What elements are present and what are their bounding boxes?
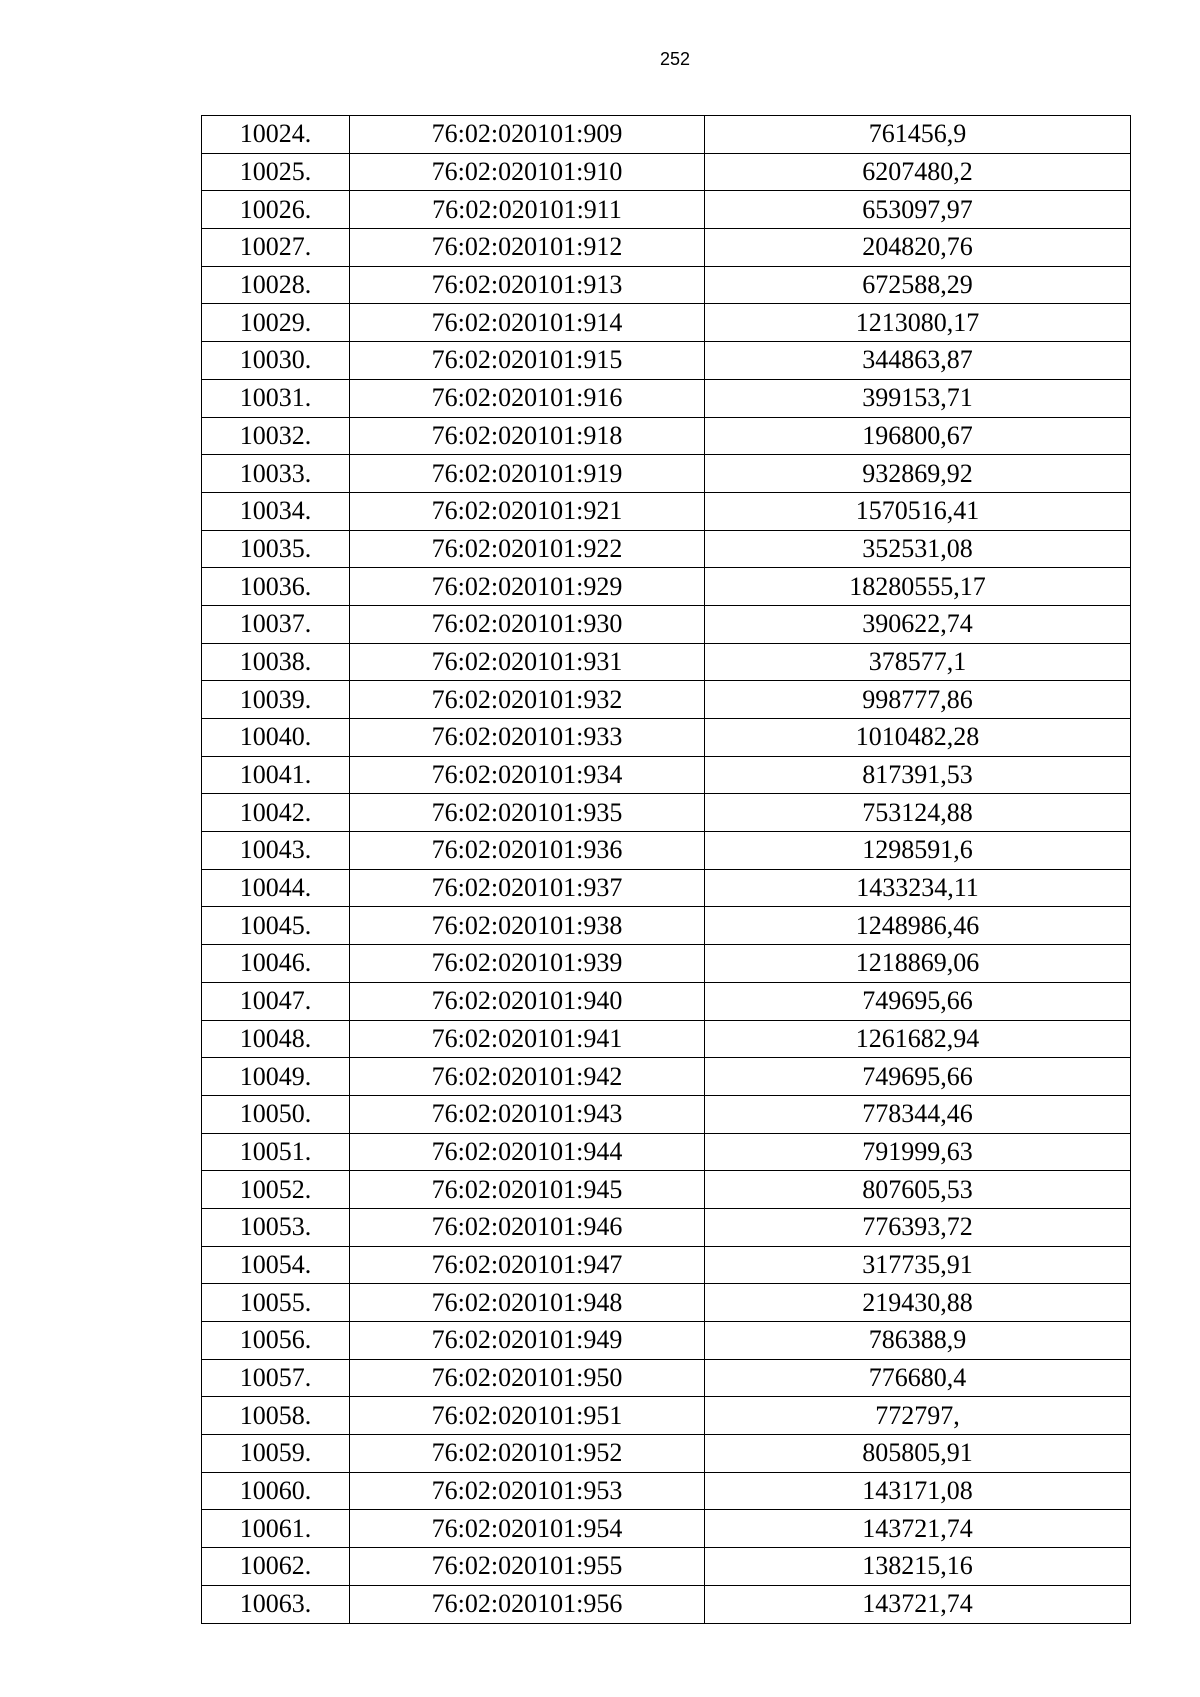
cadastral-value-cell: 653097,97 <box>705 191 1131 229</box>
row-number-cell: 10027. <box>202 229 350 267</box>
cadastral-value-cell: 805805,91 <box>705 1435 1131 1473</box>
cadastral-value-cell: 932869,92 <box>705 455 1131 493</box>
cadastral-value-cell: 749695,66 <box>705 1058 1131 1096</box>
row-number-cell: 10062. <box>202 1548 350 1586</box>
cadastral-value-cell: 1433234,11 <box>705 869 1131 907</box>
table-row <box>202 492 1131 530</box>
cadastral-number-cell: 76:02:020101:940 <box>350 982 705 1020</box>
row-number-cell: 10025. <box>202 153 350 191</box>
table-row <box>202 1171 1131 1209</box>
cadastral-number-cell: 76:02:020101:911 <box>350 191 705 229</box>
cadastral-value-cell: 776680,4 <box>705 1359 1131 1397</box>
row-number-cell: 10024. <box>202 116 350 154</box>
cadastral-number-cell: 76:02:020101:952 <box>350 1435 705 1473</box>
table-row <box>202 832 1131 870</box>
cadastral-number-cell: 76:02:020101:949 <box>350 1322 705 1360</box>
cadastral-value-cell: 138215,16 <box>705 1548 1131 1586</box>
row-number-cell: 10058. <box>202 1397 350 1435</box>
table-row <box>202 907 1131 945</box>
table-row <box>202 304 1131 342</box>
row-number-cell: 10061. <box>202 1510 350 1548</box>
row-number-cell: 10048. <box>202 1020 350 1058</box>
row-number-cell: 10038. <box>202 643 350 681</box>
cadastral-value-cell: 761456,9 <box>705 116 1131 154</box>
cadastral-number-cell: 76:02:020101:951 <box>350 1397 705 1435</box>
cadastral-number-cell: 76:02:020101:950 <box>350 1359 705 1397</box>
row-number-cell: 10052. <box>202 1171 350 1209</box>
cadastral-number-cell: 76:02:020101:918 <box>350 417 705 455</box>
row-number-cell: 10043. <box>202 832 350 870</box>
table-row <box>202 643 1131 681</box>
cadastral-value-cell: 219430,88 <box>705 1284 1131 1322</box>
cadastral-value-cell: 390622,74 <box>705 605 1131 643</box>
cadastral-number-cell: 76:02:020101:912 <box>350 229 705 267</box>
table-row <box>202 982 1131 1020</box>
table-row <box>202 681 1131 719</box>
cadastral-value-cell: 1570516,41 <box>705 492 1131 530</box>
table-row <box>202 229 1131 267</box>
cadastral-number-cell: 76:02:020101:956 <box>350 1585 705 1623</box>
cadastral-number-cell: 76:02:020101:935 <box>350 794 705 832</box>
table-row <box>202 266 1131 304</box>
table-row <box>202 417 1131 455</box>
cadastral-value-cell: 786388,9 <box>705 1322 1131 1360</box>
cadastral-number-cell: 76:02:020101:936 <box>350 832 705 870</box>
row-number-cell: 10036. <box>202 568 350 606</box>
row-number-cell: 10054. <box>202 1246 350 1284</box>
cadastral-number-cell: 76:02:020101:944 <box>350 1133 705 1171</box>
table-row <box>202 1548 1131 1586</box>
table-row <box>202 1397 1131 1435</box>
cadastral-number-cell: 76:02:020101:914 <box>350 304 705 342</box>
table-row <box>202 1284 1131 1322</box>
cadastral-value-cell: 1010482,28 <box>705 719 1131 757</box>
cadastral-value-cell: 6207480,2 <box>705 153 1131 191</box>
cadastral-number-cell: 76:02:020101:931 <box>350 643 705 681</box>
cadastral-number-cell: 76:02:020101:919 <box>350 455 705 493</box>
row-number-cell: 10029. <box>202 304 350 342</box>
cadastral-number-cell: 76:02:020101:910 <box>350 153 705 191</box>
cadastral-number-cell: 76:02:020101:916 <box>350 379 705 417</box>
cadastral-number-cell: 76:02:020101:947 <box>350 1246 705 1284</box>
row-number-cell: 10053. <box>202 1208 350 1246</box>
table-row <box>202 605 1131 643</box>
cadastral-value-cell: 18280555,17 <box>705 568 1131 606</box>
row-number-cell: 10049. <box>202 1058 350 1096</box>
row-number-cell: 10056. <box>202 1322 350 1360</box>
table-row <box>202 794 1131 832</box>
cadastral-value-cell: 196800,67 <box>705 417 1131 455</box>
cadastral-value-cell: 772797, <box>705 1397 1131 1435</box>
cadastral-number-cell: 76:02:020101:913 <box>350 266 705 304</box>
cadastral-number-cell: 76:02:020101:954 <box>350 1510 705 1548</box>
cadastral-number-cell: 76:02:020101:921 <box>350 492 705 530</box>
table-row <box>202 191 1131 229</box>
row-number-cell: 10060. <box>202 1472 350 1510</box>
cadastral-value-cell: 204820,76 <box>705 229 1131 267</box>
row-number-cell: 10028. <box>202 266 350 304</box>
cadastral-number-cell: 76:02:020101:941 <box>350 1020 705 1058</box>
cadastral-value-cell: 317735,91 <box>705 1246 1131 1284</box>
row-number-cell: 10030. <box>202 342 350 380</box>
row-number-cell: 10050. <box>202 1095 350 1133</box>
cadastral-number-cell: 76:02:020101:909 <box>350 116 705 154</box>
cadastral-number-cell: 76:02:020101:938 <box>350 907 705 945</box>
cadastral-number-cell: 76:02:020101:929 <box>350 568 705 606</box>
cadastral-number-cell: 76:02:020101:915 <box>350 342 705 380</box>
cadastral-number-cell: 76:02:020101:946 <box>350 1208 705 1246</box>
row-number-cell: 10040. <box>202 719 350 757</box>
row-number-cell: 10034. <box>202 492 350 530</box>
row-number-cell: 10055. <box>202 1284 350 1322</box>
row-number-cell: 10047. <box>202 982 350 1020</box>
cadastral-number-cell: 76:02:020101:953 <box>350 1472 705 1510</box>
cadastral-number-cell: 76:02:020101:937 <box>350 869 705 907</box>
cadastral-value-cell: 749695,66 <box>705 982 1131 1020</box>
cadastral-value-cell: 807605,53 <box>705 1171 1131 1209</box>
cadastral-number-cell: 76:02:020101:932 <box>350 681 705 719</box>
cadastral-number-cell: 76:02:020101:939 <box>350 945 705 983</box>
row-number-cell: 10046. <box>202 945 350 983</box>
cadastral-value-cell: 1298591,6 <box>705 832 1131 870</box>
table-row <box>202 455 1131 493</box>
cadastral-value-cell: 1248986,46 <box>705 907 1131 945</box>
cadastral-value-cell: 378577,1 <box>705 643 1131 681</box>
table-row <box>202 1020 1131 1058</box>
cadastral-value-cell: 399153,71 <box>705 379 1131 417</box>
table-row <box>202 1472 1131 1510</box>
row-number-cell: 10035. <box>202 530 350 568</box>
table-row <box>202 116 1131 154</box>
table-row <box>202 756 1131 794</box>
cadastral-value-table <box>201 115 1131 1624</box>
row-number-cell: 10045. <box>202 907 350 945</box>
table-row <box>202 1585 1131 1623</box>
table-row <box>202 1322 1131 1360</box>
table-row <box>202 1058 1131 1096</box>
cadastral-number-cell: 76:02:020101:930 <box>350 605 705 643</box>
cadastral-value-cell: 1218869,06 <box>705 945 1131 983</box>
cadastral-value-cell: 1213080,17 <box>705 304 1131 342</box>
cadastral-number-cell: 76:02:020101:933 <box>350 719 705 757</box>
table-row <box>202 1510 1131 1548</box>
table-row <box>202 568 1131 606</box>
cadastral-number-cell: 76:02:020101:934 <box>350 756 705 794</box>
row-number-cell: 10042. <box>202 794 350 832</box>
cadastral-value-cell: 778344,46 <box>705 1095 1131 1133</box>
row-number-cell: 10059. <box>202 1435 350 1473</box>
table-row <box>202 153 1131 191</box>
table-row <box>202 719 1131 757</box>
row-number-cell: 10051. <box>202 1133 350 1171</box>
row-number-cell: 10032. <box>202 417 350 455</box>
row-number-cell: 10057. <box>202 1359 350 1397</box>
table-row <box>202 1435 1131 1473</box>
cadastral-number-cell: 76:02:020101:948 <box>350 1284 705 1322</box>
cadastral-value-cell: 1261682,94 <box>705 1020 1131 1058</box>
table-row <box>202 342 1131 380</box>
table-row <box>202 1208 1131 1246</box>
cadastral-value-cell: 143721,74 <box>705 1585 1131 1623</box>
cadastral-value-cell: 776393,72 <box>705 1208 1131 1246</box>
row-number-cell: 10063. <box>202 1585 350 1623</box>
table-row <box>202 945 1131 983</box>
row-number-cell: 10031. <box>202 379 350 417</box>
row-number-cell: 10044. <box>202 869 350 907</box>
cadastral-value-cell: 143721,74 <box>705 1510 1131 1548</box>
cadastral-number-cell: 76:02:020101:943 <box>350 1095 705 1133</box>
table-row <box>202 1246 1131 1284</box>
table-row <box>202 1359 1131 1397</box>
row-number-cell: 10026. <box>202 191 350 229</box>
cadastral-value-cell: 352531,08 <box>705 530 1131 568</box>
cadastral-number-cell: 76:02:020101:942 <box>350 1058 705 1096</box>
cadastral-value-cell: 753124,88 <box>705 794 1131 832</box>
row-number-cell: 10037. <box>202 605 350 643</box>
cadastral-value-cell: 791999,63 <box>705 1133 1131 1171</box>
table-row <box>202 1133 1131 1171</box>
cadastral-value-cell: 143171,08 <box>705 1472 1131 1510</box>
cadastral-value-cell: 817391,53 <box>705 756 1131 794</box>
row-number-cell: 10039. <box>202 681 350 719</box>
table-row <box>202 869 1131 907</box>
table-row <box>202 379 1131 417</box>
cadastral-number-cell: 76:02:020101:945 <box>350 1171 705 1209</box>
page-number: 252 <box>659 49 691 69</box>
cadastral-value-cell: 344863,87 <box>705 342 1131 380</box>
row-number-cell: 10033. <box>202 455 350 493</box>
table-body <box>202 116 1131 1624</box>
table-row <box>202 1095 1131 1133</box>
cadastral-number-cell: 76:02:020101:922 <box>350 530 705 568</box>
cadastral-value-cell: 672588,29 <box>705 266 1131 304</box>
cadastral-number-cell: 76:02:020101:955 <box>350 1548 705 1586</box>
table-row <box>202 530 1131 568</box>
cadastral-value-cell: 998777,86 <box>705 681 1131 719</box>
row-number-cell: 10041. <box>202 756 350 794</box>
